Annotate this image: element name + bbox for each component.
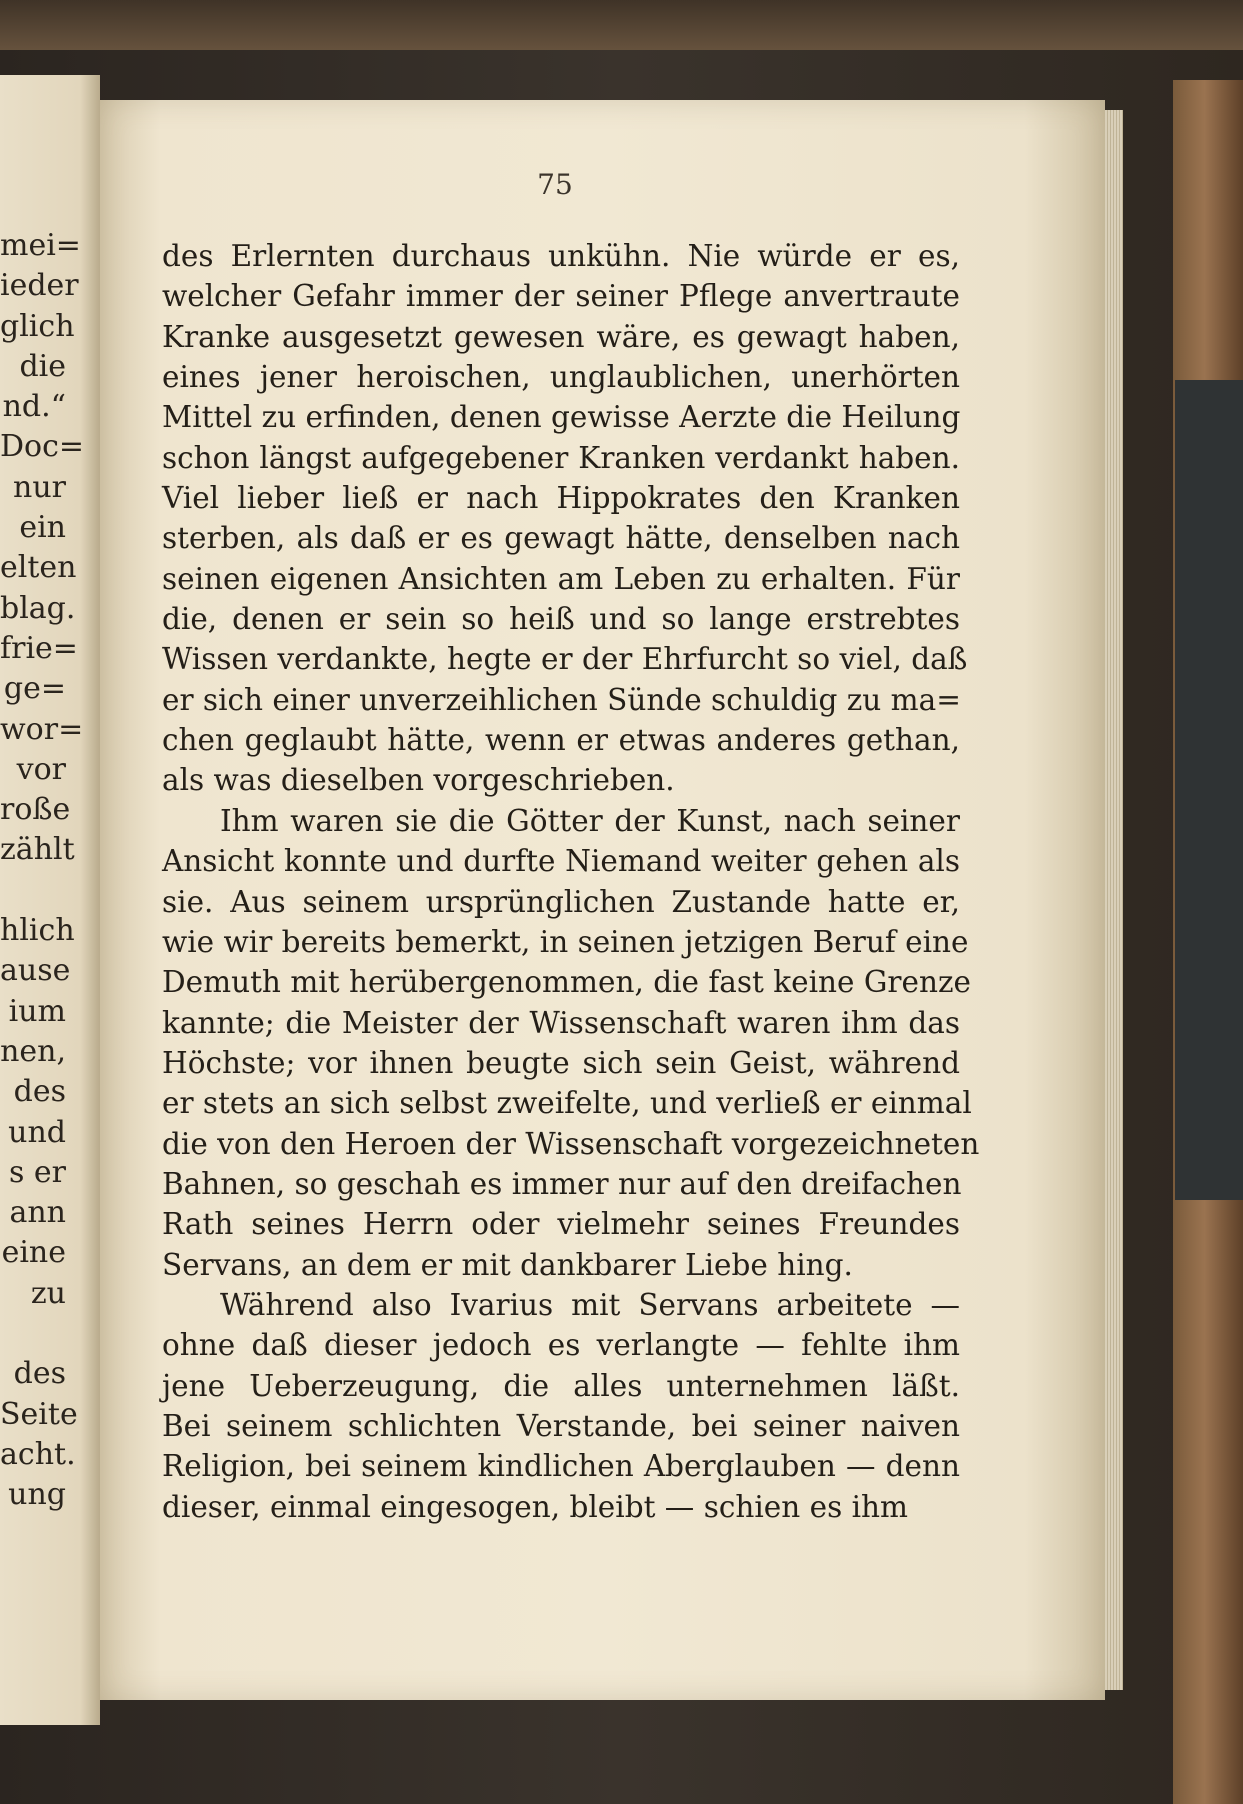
left-page-fragment: nur bbox=[13, 469, 66, 505]
text-line: er sich einer unverzeihlichen Sünde schuldig zu ma= bbox=[162, 682, 961, 717]
left-page-fragment: blag. bbox=[0, 590, 76, 626]
left-page-fragment: zählt bbox=[0, 832, 75, 868]
text-line: Kranke ausgesetzt gewesen wäre, es gewagt haben, bbox=[162, 319, 960, 354]
text-line: eines jener heroischen, unglaublichen, unerhörten bbox=[162, 360, 960, 395]
left-page-fragment: ause bbox=[0, 953, 71, 989]
left-page-fragment: die bbox=[19, 348, 66, 384]
left-page-fragment: s er bbox=[8, 1154, 66, 1190]
text-line: er stets an sich selbst zweifelte, und verließ er einmal bbox=[162, 1086, 972, 1121]
text-line: dieser, einmal eingesogen, bleibt — schien es ihm bbox=[162, 1489, 908, 1524]
text-line: schon längst aufgegebener Kranken verdankt haben. bbox=[162, 440, 960, 475]
text-line: Höchste; vor ihnen beugte sich sein Geist, während bbox=[162, 1045, 960, 1080]
text-line: Während also Ivarius mit Servans arbeitete — bbox=[220, 1287, 960, 1322]
left-page-fragment: ann bbox=[9, 1195, 66, 1231]
left-page-fragment: glich bbox=[0, 308, 75, 344]
text-line: Demuth mit herübergenommen, die fast keine Grenze bbox=[162, 965, 971, 1000]
left-page-text-fragments bbox=[0, 226, 85, 1516]
left-page-fragment: ium bbox=[8, 993, 66, 1029]
text-line: kannte; die Meister der Wissenschaft waren ihm das bbox=[162, 1005, 960, 1040]
text-line: wie wir bereits bemerkt, in seinen jetzigen Beruf eine bbox=[162, 924, 969, 959]
left-page-fragment: ein bbox=[19, 510, 66, 546]
text-line: Servans, an dem er mit dankbarer Liebe hing. bbox=[162, 1247, 853, 1282]
paragraph bbox=[162, 1285, 960, 1527]
text-line: sie. Aus seinem ursprünglichen Zustande hatte er, bbox=[162, 884, 960, 919]
page-number: 75 bbox=[537, 168, 573, 201]
left-page-fragment: acht. bbox=[0, 1436, 76, 1472]
body-text bbox=[162, 236, 980, 1527]
left-page-fragment: ung bbox=[8, 1477, 66, 1513]
text-line: Mittel zu erfinden, denen gewisse Aerzte die Heilung bbox=[162, 400, 961, 435]
text-line: die, denen er sein so heiß und so lange erstrebtes bbox=[162, 602, 960, 637]
text-line: Ihm waren sie die Götter der Kunst, nach seiner bbox=[220, 803, 960, 838]
text-line: Rath seines Herrn oder vielmehr seines Freundes bbox=[162, 1207, 960, 1242]
left-page-fragment: des bbox=[13, 1356, 66, 1392]
text-line: welcher Gefahr immer der seiner Pflege anvertraute bbox=[162, 279, 960, 314]
left-page-fragment: frie= bbox=[0, 630, 78, 666]
left-page-fragment: des bbox=[13, 1074, 66, 1110]
text-line: ohne daß dieser jedoch es verlangte — fehlte ihm bbox=[162, 1328, 960, 1363]
left-page-fragment: roße bbox=[0, 792, 71, 828]
left-page-fragment: eine bbox=[1, 1235, 66, 1271]
left-page-fragment: ieder bbox=[0, 268, 79, 304]
left-page-fragment: und bbox=[8, 1114, 66, 1150]
text-line: Viel lieber ließ er nach Hippokrates den Kranken bbox=[162, 481, 960, 516]
left-page-fragment: ge= bbox=[3, 671, 66, 707]
text-line: jene Ueberzeugung, die alles unternehmen läßt. bbox=[162, 1368, 960, 1403]
left-page-fragment: hlich bbox=[0, 913, 75, 949]
text-line: als was dieselben vorgeschrieben. bbox=[162, 763, 675, 798]
left-page-fragment: Seite bbox=[0, 1396, 78, 1432]
left-page-fragment: zu bbox=[30, 1275, 66, 1311]
text-line: Ansicht konnte und durfte Niemand weiter gehen als bbox=[162, 844, 960, 879]
left-page-fragment: elten bbox=[0, 550, 77, 586]
text-line: chen geglaubt hätte, wenn er etwas anderes gethan, bbox=[162, 723, 960, 758]
page-edges bbox=[1105, 110, 1123, 1690]
left-page-fragment bbox=[0, 1314, 66, 1354]
left-page-fragment bbox=[0, 871, 66, 911]
paragraph bbox=[162, 236, 968, 801]
left-page-fragment: nen, bbox=[0, 1033, 66, 1069]
text-line: Bahnen, so geschah es immer nur auf den dreifachen bbox=[162, 1166, 962, 1201]
text-line: des Erlernten durchaus unkühn. Nie würde er es, bbox=[162, 239, 960, 273]
text-line: Wissen verdankte, hegte er der Ehrfurcht so viel, daß bbox=[162, 642, 968, 677]
text-line: Religion, bei seinem kindlichen Aberglauben — denn bbox=[162, 1449, 960, 1484]
book-spine-cloth bbox=[1175, 380, 1243, 1200]
left-page-fragment: mei= bbox=[0, 228, 81, 263]
left-page-fragment: vor bbox=[16, 751, 66, 787]
left-page-fragment: Doc= bbox=[0, 429, 85, 465]
left-page-fragment: wor= bbox=[0, 711, 84, 747]
text-line: Bei seinem schlichten Verstande, bei seiner naiven bbox=[162, 1408, 960, 1443]
left-page-fragment: nd.“ bbox=[2, 389, 66, 425]
text-line: die von den Heroen der Wissenschaft vorgezeichneten bbox=[162, 1126, 980, 1161]
paragraph bbox=[162, 801, 980, 1285]
text-line: seinen eigenen Ansichten am Leben zu erhalten. Für bbox=[162, 561, 960, 596]
text-line: sterben, als daß er es gewagt hätte, denselben nach bbox=[162, 521, 960, 556]
